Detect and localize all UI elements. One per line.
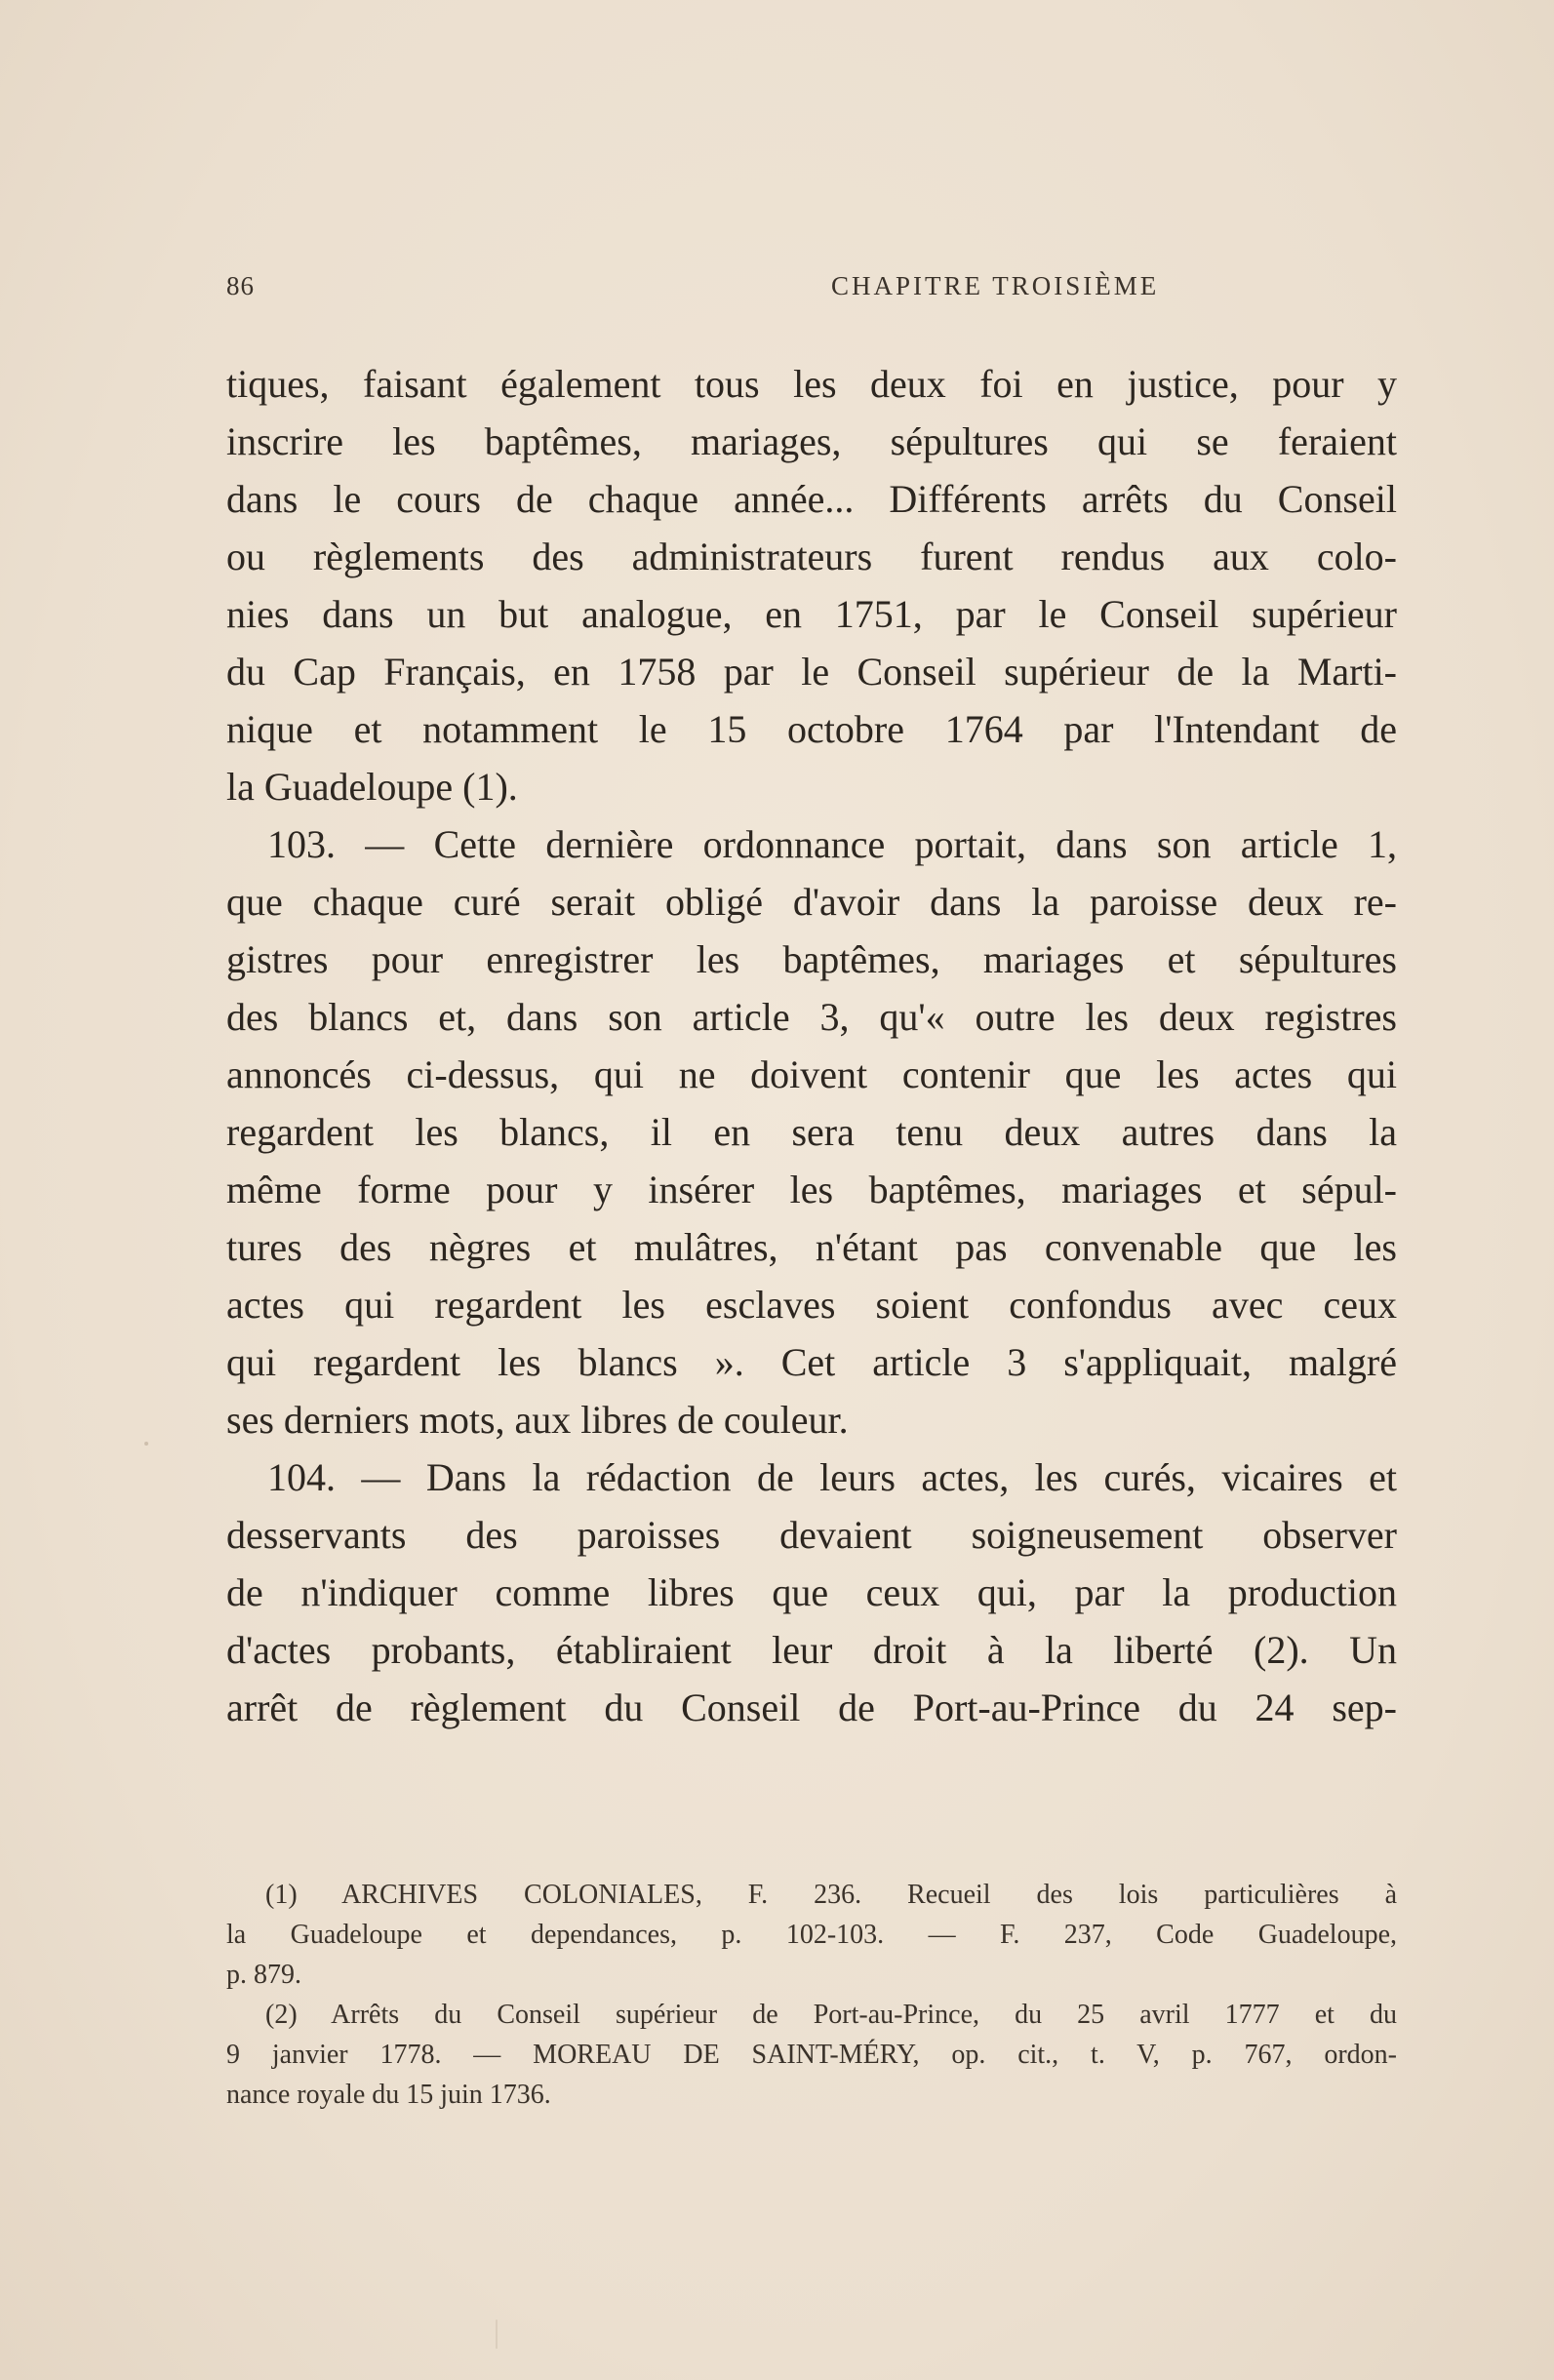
body-line: de n'indiquer comme libres que ceux qui, par la production: [226, 1570, 1397, 1614]
body-line: gistres pour enregistrer les baptêmes, mariages et sépultures: [226, 937, 1397, 981]
footnotes: [226, 1875, 1397, 2115]
footnote-line: 9 janvier 1778. — MOREAU DE SAINT-MÉRY, op. cit., t. V, p. 767, ordon-: [226, 2040, 1397, 2070]
body-line: dans le cours de chaque année... Différents arrêts du Conseil: [226, 477, 1397, 521]
body-line-italic-quote: regardent les blancs, il en sera tenu deux autres dans la: [226, 1110, 1397, 1154]
footnote-line: p. 879.: [226, 1960, 301, 1990]
page-number: 86: [226, 271, 255, 300]
paper-speck: [144, 1442, 148, 1446]
body-line: tures des nègres et mulâtres, n'étant pas convenable que les: [226, 1225, 1397, 1269]
footnote-2: (2) Arrêts du Conseil supérieur de Port-au-Prince, du 25 avril 1777 et du: [265, 2000, 1397, 2030]
paragraph-103-start: 103. — Cette dernière ordonnance portait, dans son article 1,: [267, 822, 1397, 866]
body-line: d'actes probants, établiraient leur droit à la liberté (2). Un: [226, 1628, 1397, 1672]
body-line: du Cap Français, en 1758 par le Conseil supérieur de la Marti-: [226, 650, 1397, 694]
body-line: inscrire les baptêmes, mariages, sépultures qui se feraient: [226, 419, 1397, 463]
footnote-1: (1) ARCHIVES COLONIALES, F. 236. Recueil des lois particulières à: [265, 1880, 1397, 1910]
body-line: la Guadeloupe (1).: [226, 765, 518, 809]
running-head: CHAPITRE TROISIÈME: [831, 271, 1160, 300]
body-line: même forme pour y insérer les baptêmes, mariages et sépul-: [226, 1168, 1397, 1211]
body-line: ses derniers mots, aux libres de couleur.: [226, 1398, 849, 1442]
body-line: ou règlements des administrateurs furent rendus aux colo-: [226, 535, 1397, 578]
footnote-line: la Guadeloupe et dependances, p. 102-103. — F. 237, Code Guadeloupe,: [226, 1920, 1397, 1950]
body-line: arrêt de règlement du Conseil de Port-au-Prince du 24 sep-: [226, 1686, 1397, 1729]
paper-speck: [496, 2320, 498, 2349]
body-line: nies dans un but analogue, en 1751, par le Conseil supérieur: [226, 592, 1397, 636]
body-line: actes qui regardent les esclaves soient confondus avec ceux: [226, 1283, 1397, 1327]
body-line-italic-quote: annoncés ci-dessus, qui ne doivent contenir que les actes qui: [226, 1052, 1397, 1096]
body-line: nique et notamment le 15 octobre 1764 par l'Intendant de: [226, 707, 1397, 751]
body-line: desservants des paroisses devaient soigneusement observer: [226, 1513, 1397, 1557]
body-line: des blancs et, dans son article 3, qu'« outre les deux registres: [226, 995, 1397, 1039]
page-header: [226, 271, 1397, 310]
body-text: [226, 355, 1397, 1736]
paragraph-104-start: 104. — Dans la rédaction de leurs actes, les curés, vicaires et: [267, 1455, 1397, 1499]
body-line: tiques, faisant également tous les deux foi en justice, pour y: [226, 362, 1397, 406]
body-line: que chaque curé serait obligé d'avoir dans la paroisse deux re-: [226, 880, 1397, 924]
body-line: qui regardent les blancs ». Cet article 3 s'appliquait, malgré: [226, 1340, 1397, 1384]
footnote-line: nance royale du 15 juin 1736.: [226, 2080, 551, 2110]
